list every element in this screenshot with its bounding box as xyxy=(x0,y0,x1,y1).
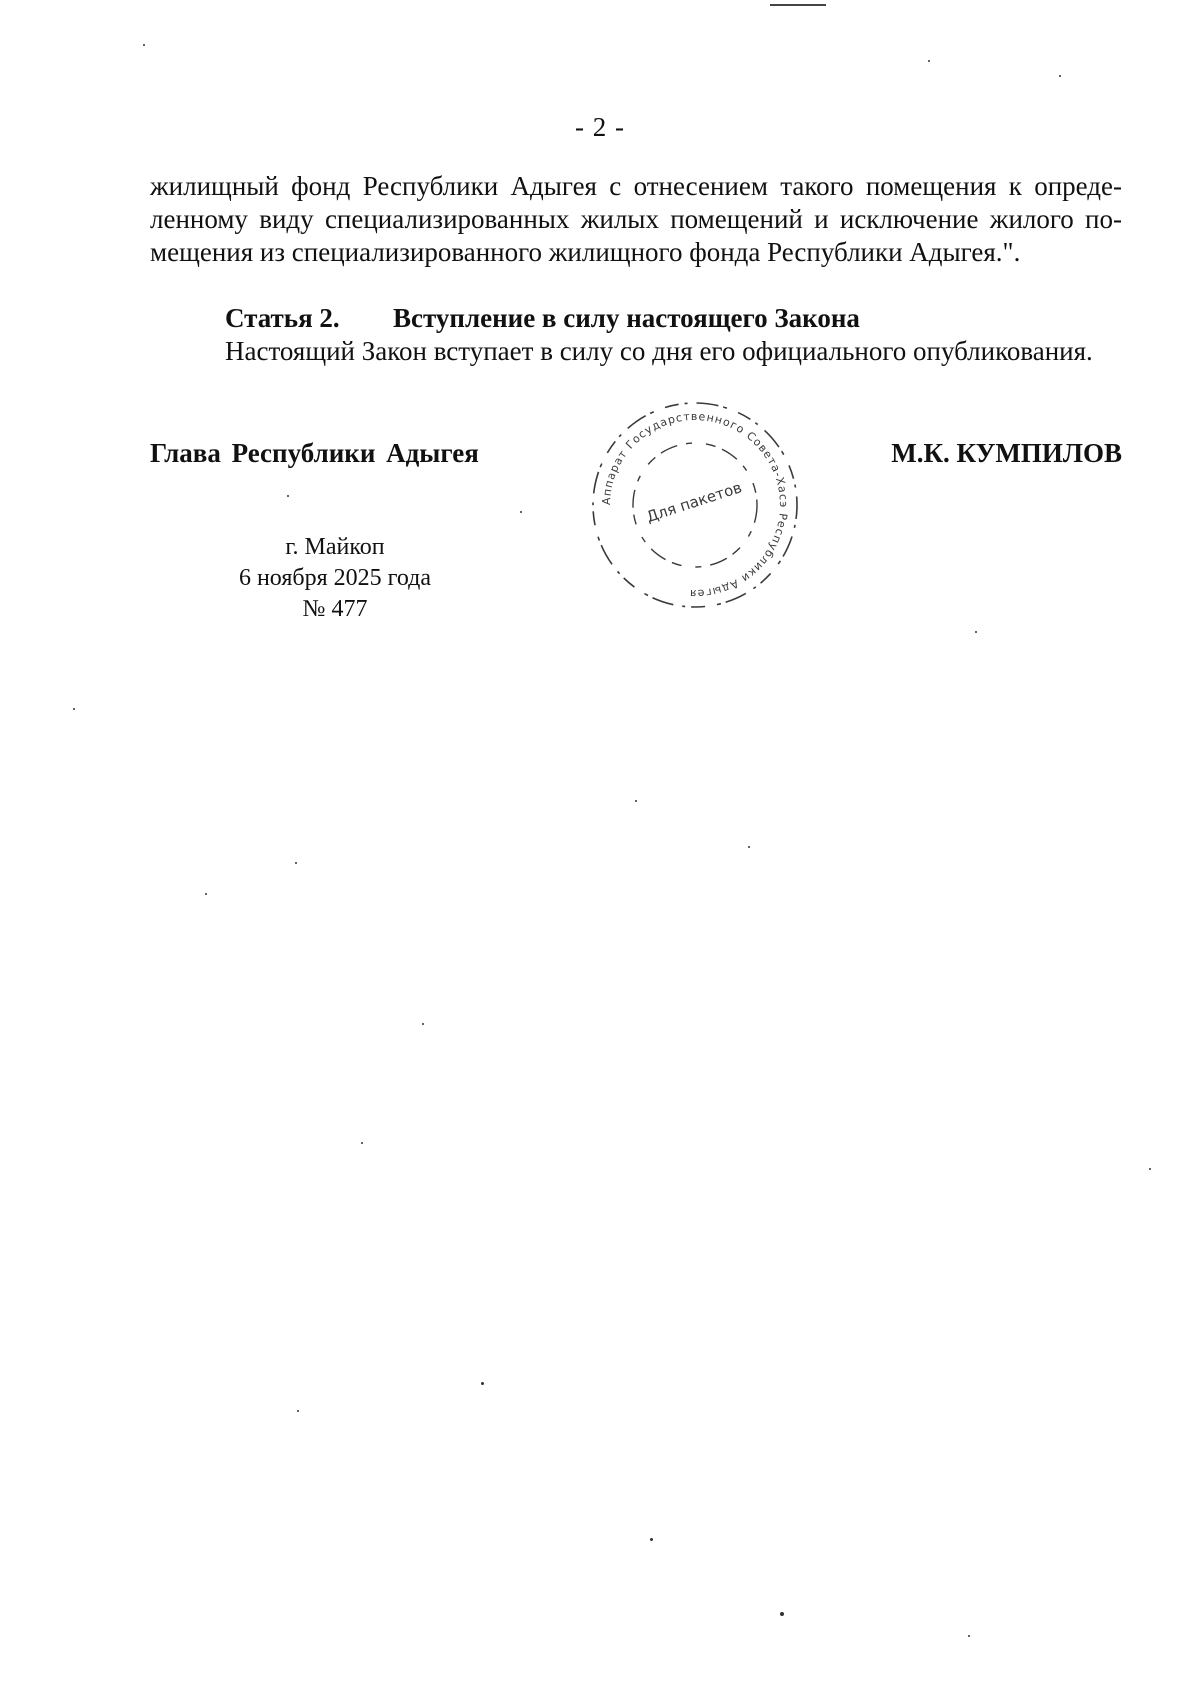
scan-speck xyxy=(73,708,75,710)
scan-speck xyxy=(295,862,297,864)
signatory-name: М.К. КУМПИЛОВ xyxy=(891,438,1122,468)
continuation-line: ленному виду специализированных жилых помещений и исключение жилого по- xyxy=(150,204,1122,234)
scan-speck xyxy=(635,800,637,802)
official-seal-stamp xyxy=(585,395,805,615)
law-date: 6 ноября 2025 года xyxy=(238,565,432,591)
scan-speck xyxy=(1149,1168,1151,1170)
scan-speck xyxy=(481,1382,484,1385)
continuation-line: жилищный фонд Республики Адыгея с отнесением такого помещения к опреде- xyxy=(150,171,1122,201)
scan-speck xyxy=(1059,75,1061,77)
continuation-line: мещения из специализированного жилищного фонда Республики Адыгея.". xyxy=(150,237,1021,267)
signatory-title: Глава Республики Адыгея xyxy=(150,438,479,468)
page-number: - 2 - xyxy=(575,112,625,142)
scan-speck xyxy=(520,511,522,513)
scan-speck xyxy=(780,1612,784,1616)
article-heading xyxy=(225,303,860,334)
scan-speck xyxy=(287,495,289,497)
scan-speck xyxy=(361,1142,363,1144)
scan-speck xyxy=(650,1538,653,1541)
top-edge-mark xyxy=(770,4,826,6)
scan-speck xyxy=(928,60,930,62)
city: г. Майкоп xyxy=(285,534,385,560)
scan-speck xyxy=(205,893,207,895)
scan-speck xyxy=(297,1410,299,1412)
article-title: Вступление в силу настоящего Закона xyxy=(393,303,860,333)
law-number: № 477 xyxy=(302,596,368,622)
stamp-inner-text: Для пакетов xyxy=(644,478,744,527)
article-text: Настоящий Закон вступает в силу со дня его официального опубликования. xyxy=(225,336,1093,366)
place-date-block xyxy=(200,532,470,625)
scan-speck xyxy=(143,44,145,46)
scan-speck xyxy=(422,1023,424,1025)
scan-speck xyxy=(748,846,750,848)
stamp-outer-text: Аппарат Государственного Совета-Хасэ Республики Адыгея xyxy=(599,409,791,601)
scan-speck xyxy=(968,1635,970,1637)
continuation-paragraph xyxy=(150,170,1122,269)
article-number: Статья 2. xyxy=(225,303,340,333)
scan-speck xyxy=(975,631,977,633)
